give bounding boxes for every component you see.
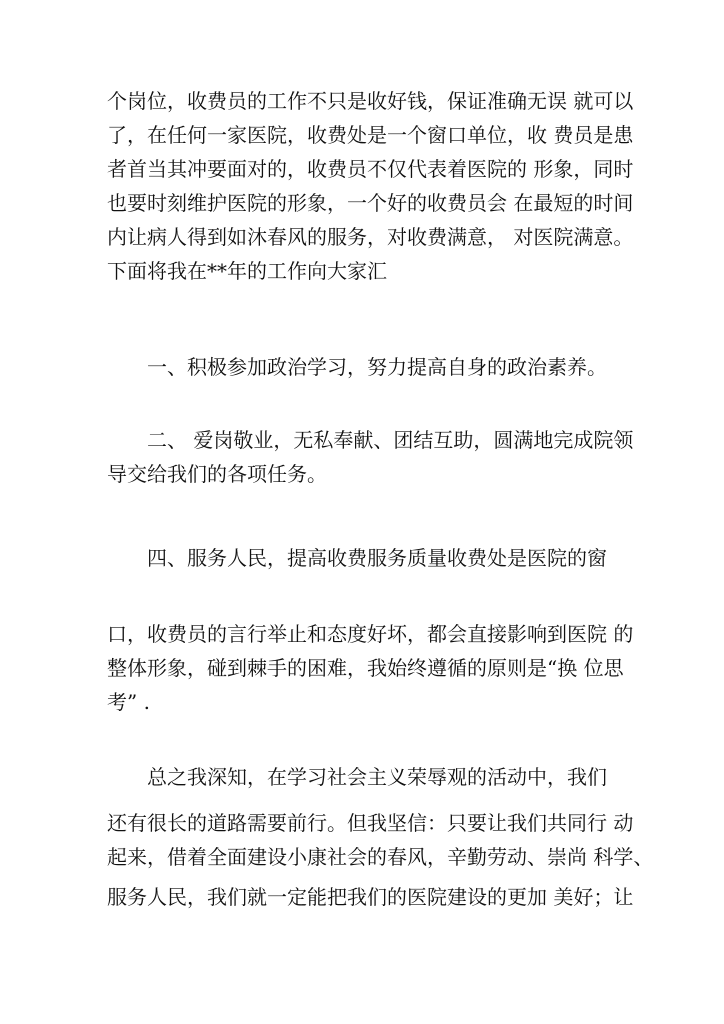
text-line: 者首当其冲要面对的，收费员不仅代表着医院的 形象，同时 [107,157,634,181]
text-line: 总之我深知，在学习社会主义荣辱观的活动中，我们 [147,765,607,789]
section-heading-1: 一、积极参加政治学习，努力提高自身的政治素养。 [147,355,607,379]
text-line: 了，在任何一家医院，收费处是一个窗口单位，收 费员是患 [107,123,634,147]
text-line: 服务人民，我们就一定能把我们的医院建设的更加 美好；让 [107,885,634,909]
section-heading-4: 四、服务人民，提高收费服务质量收费处是医院的窗 [147,546,607,570]
text-line: 内让病人得到如沐春风的服务，对收费满意， 对医院满意。 [107,225,634,249]
text-line: 下面将我在**年的工作向大家汇 [107,259,387,283]
text-line: 考” . [107,690,150,714]
text-line: 个岗位，收费员的工作不只是收好钱，保证准确无误 就可以 [107,89,634,113]
text-line: 也要时刻维护医院的形象，一个好的收费员会 在最短的时间 [107,191,634,215]
text-line: 口，收费员的言行举止和态度好坏，都会直接影响到医院 的 [107,622,634,646]
text-line: 整体形象，碰到棘手的困难，我始终遵循的原则是“换 位思 [107,656,624,680]
text-line: 导交给我们的各项任务。 [107,462,327,486]
text-line: 起来，借着全面建设小康社会的春风，辛勤劳动、崇尚 科学、 [107,845,654,869]
section-heading-2: 二、 爱岗敬业，无私奉献、团结互助，圆满地完成院领 [147,428,634,452]
text-line: 还有很长的道路需要前行。但我坚信：只要让我们共同行 动 [107,811,634,835]
